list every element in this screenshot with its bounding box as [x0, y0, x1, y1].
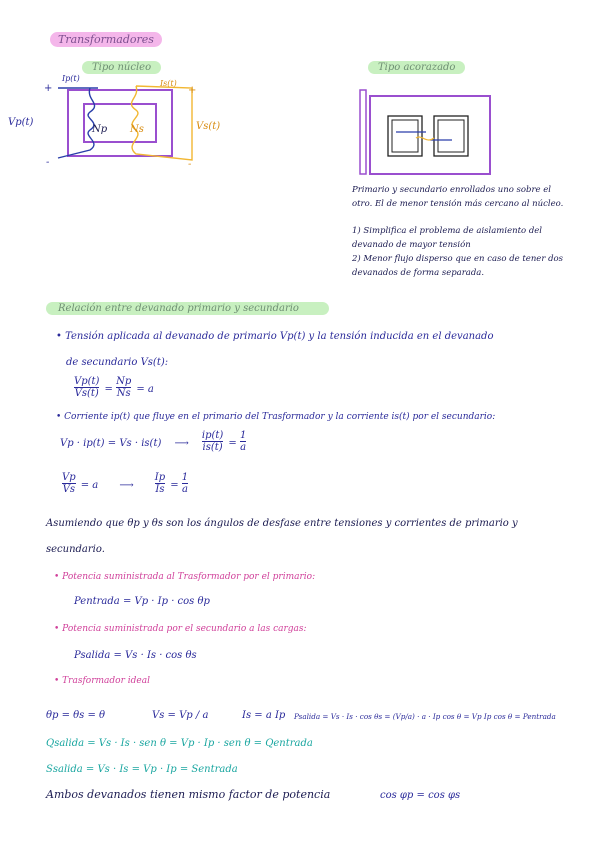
angle-assumption-text: Asumiendo que θp y θs son los ángulos de desfase entre tensiones y corrientes de primario y: [46, 518, 518, 529]
ideal-current-equation: Is = a Ip: [242, 710, 286, 721]
secondary-plus-terminal: +: [188, 85, 197, 96]
ideal-voltage-equation: Vs = Vp / a: [152, 710, 209, 721]
secondary-current-label: Is(t): [160, 79, 177, 88]
secondary-voltage-label: Vs(t): [196, 121, 221, 132]
shell-type-diagram: [356, 88, 496, 178]
ratio-summary-equation: $\frac{Vp}{Vs}$ = a ⟶ $\frac{Ip}{Is}$ = $\frac{1}{a}$: [62, 472, 189, 495]
ideal-angle-equation: θp = θs = θ: [46, 710, 106, 721]
voltage-ratio-equation: $\frac{Vp(t)}{Vs(t)}$ = $\frac{Np}{Ns}$ = a: [74, 376, 154, 399]
apparent-power-equation: Ssalida = Vs · Is = Vp · Ip = Sentrada: [46, 764, 238, 775]
shell-type-description: Primario y secundario enrollados uno sobre el otro. El de menor tensión más cercano al núcleo.: [352, 185, 564, 209]
primary-turns-label: Np: [92, 124, 108, 135]
section-heading-relation: Relación entre devanado primario y secundario: [46, 303, 329, 314]
input-power-equation: Pentrada = Vp · Ip · cos θp: [74, 596, 210, 607]
page-title: Transformadores: [50, 33, 162, 46]
primary-minus-terminal: -: [46, 157, 50, 168]
shell-type-advantage-1: 1) Simplifica el problema de aislamiento del devanado de mayor tensión: [352, 226, 543, 250]
power-factor-equation: cos φp = cos φs: [380, 790, 461, 801]
shell-type-label: Tipo acorazado: [368, 62, 465, 73]
input-power-text: • Potencia suministrada al Trasformador por el primario:: [54, 572, 316, 582]
ideal-power-equation: Psalida = Vs · Is · cos θs = (Vp/a) · a · Ip cos θ = Vp Ip cos θ = Pentrada: [294, 712, 556, 721]
output-power-text: • Potencia suministrada por el secundario a las cargas:: [54, 624, 307, 634]
voltage-relation-text-2: de secundario Vs(t):: [66, 357, 169, 368]
reactive-power-equation: Qsalida = Vs · Is · sen θ = Vp · Ip · sen θ = Qentrada: [46, 738, 313, 749]
primary-plus-terminal: +: [44, 83, 53, 94]
secondary-minus-terminal: -: [188, 159, 192, 170]
core-type-label: Tipo núcleo: [82, 62, 161, 73]
current-relation-text: • Corriente ip(t) que fluye en el primario del Trasformador y la corriente is(t) por el secundario:: [56, 412, 496, 422]
power-factor-text: Ambos devanados tienen mismo factor de potencia: [46, 788, 331, 801]
primary-current-label: Ip(t): [62, 74, 80, 83]
angle-assumption-text-2: secundario.: [46, 544, 105, 555]
output-power-equation: Psalida = Vs · Is · cos θs: [74, 650, 197, 661]
ideal-transformer-text: • Trasformador ideal: [54, 676, 150, 686]
current-relation-equation: Vp · ip(t) = Vs · is(t) ⟶ $\frac{ip(t)}{is(t)}$ = $\frac{1}{a}$: [60, 430, 247, 453]
voltage-relation-text: • Tensión aplicada al devanado de primario Vp(t) y la tensión inducida en el devanado: [56, 331, 494, 342]
secondary-turns-label: Ns: [130, 124, 144, 135]
primary-voltage-label: Vp(t): [8, 117, 34, 128]
shell-type-advantage-2: 2) Menor flujo disperso que en caso de tener dos devanados de forma separada.: [352, 254, 564, 278]
